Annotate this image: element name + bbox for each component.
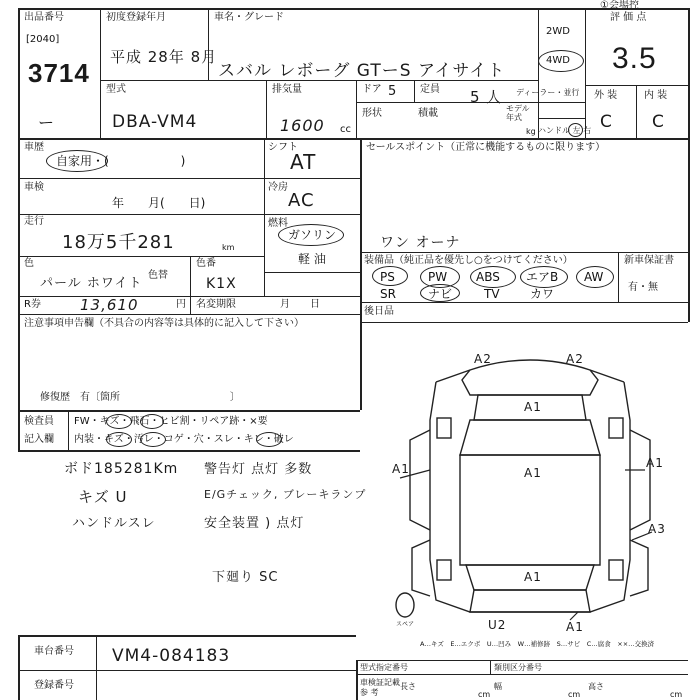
meigi-value: 月 日 [280,299,320,310]
reg-label: 登録番号 [34,680,74,691]
color-value: パール ホワイト [40,276,143,291]
inspector-label-2: 記入欄 [24,434,54,445]
mark-a1-left-side: A1 [392,462,410,476]
notes-label: 注意事項申告欄（不具合の内容等は具体的に記入して下さい） [24,318,304,329]
inspect-label: 車検 [24,182,44,193]
mileage-value: 18万5千281 [62,232,175,253]
equip-abs: ABS [476,270,500,284]
equip-label: 装備品（純正品を優先し○をつけてください） [364,255,573,266]
dealer-label: ディーラー・並行 [516,88,580,97]
remark-1: ボド185281Km [64,461,179,477]
equip-pw: PW [428,270,448,284]
history-value: 自家用・( ) [56,154,186,168]
class-label: 類別区分番号 [494,663,542,672]
equip-aw: AW [584,270,604,284]
color-label: 色 [24,258,34,269]
remark-3: ハンドルスレ [72,516,156,531]
mark-a2-left: A2 [474,352,492,366]
load-label: 積載 [418,108,438,119]
length-label: 長さ [400,682,416,691]
mark-a1-right-side: A1 [646,456,664,470]
mark-a2-right: A2 [566,352,584,366]
inspector-interior: 内装・キズ・汚レ・コゲ・穴・スレ・キレ・破レ [74,434,294,445]
equip-ps: PS [380,270,395,284]
capacity-value: 5 人 [470,88,503,106]
mileage-label: 走行 [24,216,44,227]
sales-text: ワン オーナ [380,235,461,251]
score-label: 評 価 点 [610,12,647,23]
equip-tv: TV [484,287,500,301]
fuel-diesel: 軽 油 [298,252,326,266]
spare-label: スペア [396,621,415,628]
shift-label: シフト [268,142,298,153]
r-value: 13,610 [80,296,139,314]
capacity-label: 定員 [420,84,440,95]
equip-leather: カワ [530,287,555,301]
width-label: 幅 [494,682,502,691]
height-label: 高さ [588,682,604,691]
shape-label: 形状 [362,108,382,119]
remark-5: E/Gチェック, ブレーキランプ [204,488,367,501]
r-unit: 円 [176,299,186,310]
model-year-label: モデル 年式 [506,104,530,122]
int-label: 内 装 [644,90,668,101]
displacement-unit: cc [340,124,351,135]
ac-value: AC [288,190,315,211]
meigi-label: 名変期限 [196,299,236,310]
name-grade-label: 車名・グレード [214,12,284,23]
handle-label: ハンドル 左 右 [538,126,592,135]
mark-u2: U2 [488,618,507,632]
lot-sub: [2040] [26,34,60,45]
remark-2: キズ U [78,488,128,506]
load-unit: kg [526,127,536,136]
doors-value: 5 [388,84,398,99]
warranty-label: 新車保証書 [624,255,674,266]
vehicle-label: 車検証記載 [360,678,400,687]
color-change-label: 色替 [148,270,168,281]
mark-a1-rear: A1 [524,570,542,584]
ext-value: C [600,112,613,132]
color-no-value: K1X [206,276,237,292]
warranty-value: 有・無 [628,282,658,293]
ext-label: 外 装 [594,90,618,101]
first-reg-value: 平成 28年 8月 [110,48,218,66]
remark-4: 警告灯 点灯 多数 [204,462,313,477]
left-mark: ー [38,113,56,132]
fuel-label: 燃料 [268,218,288,229]
inspect-value: 年 月( 日) [112,196,206,210]
length-unit: cm [478,690,491,699]
equip-navi: ナビ [428,287,453,301]
corner-note: ①会場控 [600,0,639,11]
color-no-label: 色番 [196,258,216,269]
model-cert-label: 型式指定番号 [360,663,408,672]
chassis-label: 車台番号 [34,646,74,657]
ac-label: 冷房 [268,182,288,193]
first-reg-label: 初度登録年月 [106,12,166,23]
mark-a1-bumper: A1 [566,620,584,634]
r-label: R券 [24,299,41,310]
sales-label: セールスポイント（正常に機能するものに限ります） [366,142,606,153]
width-unit: cm [568,690,581,699]
equip-sr: SR [380,287,396,301]
repair-label: 修復歴 有〔箇所 〕 [40,392,240,403]
ref-label: 参 考 [360,688,379,697]
shift-value: AT [290,150,317,174]
displacement-value: 1600 [280,116,325,135]
drive-2wd: 2WD [546,26,570,37]
mark-a1-hood: A1 [524,400,542,414]
mark-a1-roof: A1 [524,466,542,480]
inspector-fw: FW・キズ・飛石・ヒビ割・リペア跡・×要 [74,416,268,427]
mileage-unit: km [222,243,235,252]
inspector-label-1: 検査員 [24,416,54,427]
lot-number: 3714 [28,58,90,88]
model-value: DBA-VM4 [112,112,198,132]
remark-6: 安全装置 ) 点灯 [204,516,305,531]
rear-seat-label: 後日品 [364,306,394,317]
equip-airbag: エアB [526,270,559,284]
drive-4wd: 4WD [546,55,570,66]
int-value: C [652,112,665,132]
damage-legend: A…キズ E…エクボ U…凹み W…補修跡 S…サビ C…腐食 ××…交換済 [420,640,655,648]
score-value: 3.5 [612,42,657,75]
displacement-label: 排気量 [272,84,302,95]
mark-a3-right: A3 [648,522,666,536]
remark-7: 下廻り SC [212,570,279,585]
history-label: 車歴 [24,142,44,153]
fuel-gas: ガソリン [288,228,337,242]
model-label: 型式 [106,84,126,95]
lot-label: 出品番号 [24,12,64,23]
car-name-value: スバル レボーグ GTーS アイサイト [218,61,506,81]
chassis-value: VM4-084183 [112,646,231,666]
doors-label: ドア [362,84,382,95]
height-unit: cm [670,690,683,699]
